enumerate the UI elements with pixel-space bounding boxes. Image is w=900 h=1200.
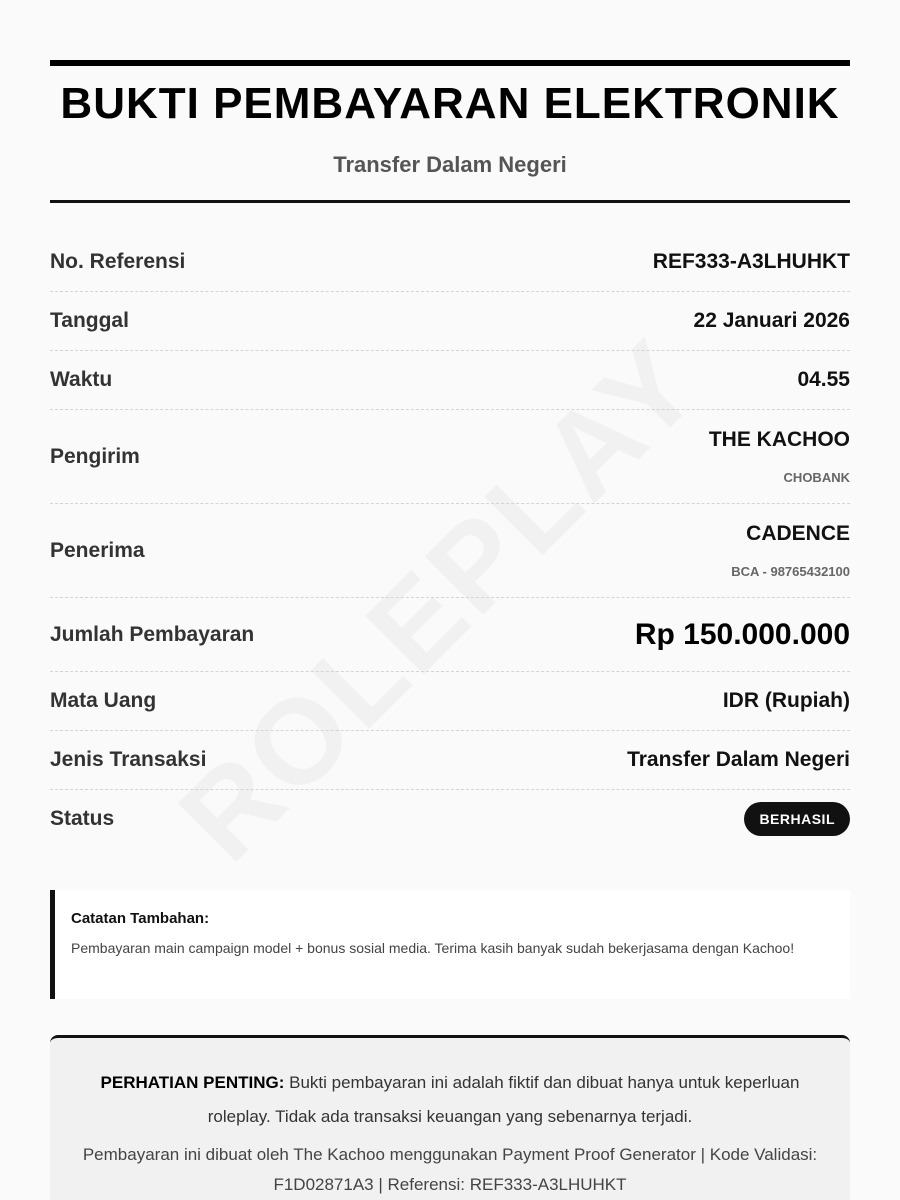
sender-name: THE KACHOO — [708, 428, 850, 451]
amount-value: Rp 150.000.000 — [634, 617, 850, 651]
recipient-name: CADENCE — [746, 522, 850, 545]
row-transaction-type — [50, 731, 850, 790]
page-title: BUKTI PEMBAYARAN ELEKTRONIK — [60, 79, 840, 128]
row-sender — [50, 410, 850, 504]
disclaimer-box — [50, 1035, 850, 1200]
date-label: Tanggal — [50, 309, 129, 332]
disclaimer-heading: PERHATIAN PENTING: — [100, 1073, 285, 1092]
row-time — [50, 351, 850, 410]
currency-value: IDR (Rupiah) — [722, 689, 850, 712]
recipient-value — [731, 522, 850, 579]
disclaimer-text: Bukti pembayaran ini adalah fiktif dan dibuat hanya untuk keperluan roleplay. Tidak ada transaksi keuangan yang sebenarnya terjadi. — [207, 1073, 800, 1126]
transaction-type-label: Jenis Transaksi — [50, 748, 207, 771]
disclaimer-footer: Pembayaran ini dibuat oleh The Kachoo menggunakan Payment Proof Generator | Kode Validasi: F1D02871A3 | Referensi: REF333-A3LHUHKT — [82, 1145, 818, 1194]
page-subtitle: Transfer Dalam Negeri — [333, 152, 567, 177]
row-recipient — [50, 504, 850, 598]
row-status — [50, 790, 850, 848]
time-label: Waktu — [50, 368, 113, 391]
note-text: Pembayaran main campaign model + bonus sosial media. Terima kasih banyak sudah bekerjasama dengan Kachoo! — [71, 940, 795, 956]
reference-label: No. Referensi — [50, 250, 186, 273]
recipient-label: Penerima — [50, 538, 145, 562]
sender-value — [709, 428, 850, 485]
details-table — [50, 233, 850, 848]
reference-value: REF333-A3LHUHKT — [652, 250, 850, 273]
sender-bank: CHOBANK — [783, 470, 850, 485]
receipt-content — [50, 60, 850, 1200]
disclaimer-main — [80, 1066, 820, 1134]
recipient-account: BCA - 98765432100 — [731, 564, 850, 579]
additional-note — [50, 890, 850, 999]
row-amount — [50, 598, 850, 672]
row-date — [50, 292, 850, 351]
row-currency — [50, 672, 850, 731]
sender-label: Pengirim — [50, 444, 140, 468]
status-label: Status — [50, 807, 115, 830]
header-divider — [50, 200, 850, 203]
row-reference — [50, 233, 850, 292]
date-value: 22 Januari 2026 — [693, 309, 850, 332]
transaction-type-value: Transfer Dalam Negeri — [627, 748, 850, 771]
note-title: Catatan Tambahan: — [71, 910, 210, 927]
status-badge: BERHASIL — [744, 802, 850, 836]
time-value: 04.55 — [797, 368, 850, 391]
amount-label: Jumlah Pembayaran — [50, 622, 255, 646]
currency-label: Mata Uang — [50, 689, 157, 712]
